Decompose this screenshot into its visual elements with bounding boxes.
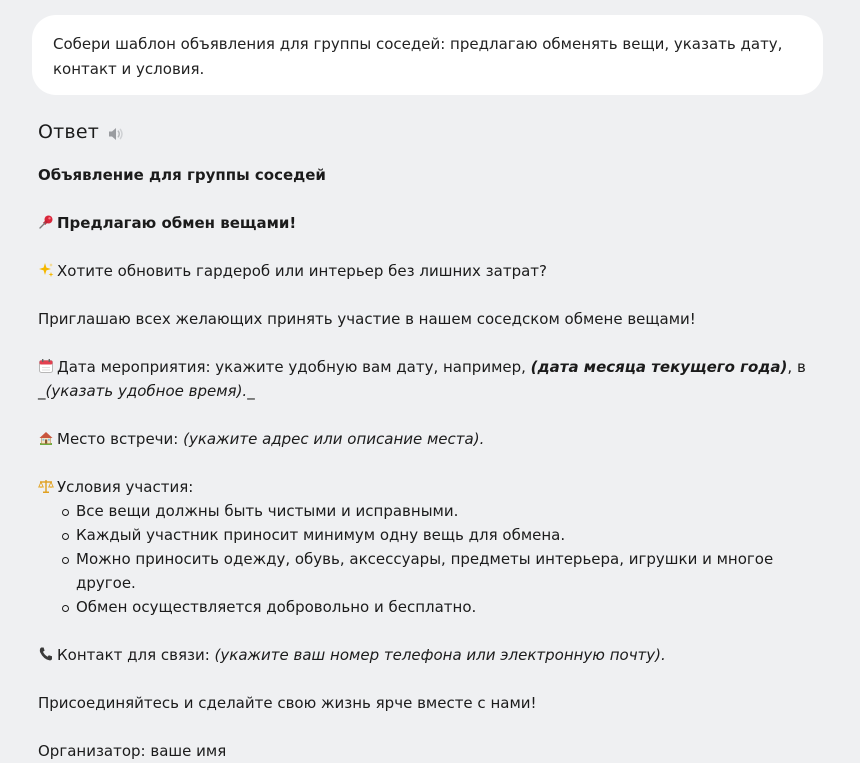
- time-underscore-trail: _: [247, 382, 255, 400]
- date-label: Дата мероприятия: укажите удобную вам дату, например,: [57, 358, 531, 376]
- date-line: [38, 355, 828, 403]
- calendar-icon: [38, 357, 54, 373]
- answer-title: Ответ: [38, 121, 99, 143]
- date-comma-in: , в: [787, 358, 806, 376]
- user-message-text: Собери шаблон объявления для группы соседей: предлагаю обменять вещи, указать дату, контакт и условия.: [53, 35, 783, 78]
- list-item: Каждый участник приносит минимум одну вещь для обмена.: [62, 523, 828, 547]
- answer-body: [38, 163, 828, 763]
- conditions-line: [38, 475, 828, 499]
- time-placeholder: (указать удобное время).: [45, 382, 248, 400]
- contact-placeholder: (укажите ваш номер телефона или электронную почту).: [214, 646, 666, 664]
- question-line: [38, 259, 828, 283]
- place-placeholder: (укажите адрес или описание места).: [183, 430, 485, 448]
- organizer-text: Организатор: ваше имя: [38, 742, 227, 760]
- conditions-list: [38, 499, 828, 619]
- headline-text: Предлагаю обмен вещами!: [57, 214, 297, 232]
- answer-header: [38, 121, 125, 143]
- house-icon: [38, 429, 54, 445]
- user-message-bubble: [32, 15, 823, 95]
- contact-line: [38, 643, 828, 667]
- place-line: [38, 427, 828, 451]
- place-label: Место встречи:: [57, 430, 184, 448]
- headline-line: [38, 211, 828, 235]
- scales-icon: [38, 477, 54, 493]
- pushpin-icon: [38, 213, 54, 229]
- closing-text: Присоединяйтесь и сделайте свою жизнь ярче вместе с нами!: [38, 694, 537, 712]
- time-underscore-lead: _: [38, 382, 46, 400]
- invite-text: Приглашаю всех желающих принять участие в нашем соседском обмене вещами!: [38, 310, 696, 328]
- sparkles-icon: [38, 261, 54, 277]
- list-item: Обмен осуществляется добровольно и бесплатно.: [62, 595, 828, 619]
- speaker-icon[interactable]: [107, 126, 125, 142]
- list-item: Все вещи должны быть чистыми и исправными.: [62, 499, 828, 523]
- date-placeholder: (дата месяца текущего года): [530, 358, 788, 376]
- telephone-icon: [38, 645, 54, 661]
- conditions-label: Условия участия:: [57, 478, 194, 496]
- list-item: Можно приносить одежду, обувь, аксессуары, предметы интерьера, игрушки и многое другое.: [62, 547, 828, 595]
- announcement-title: Объявление для группы соседей: [38, 166, 326, 184]
- question-text: Хотите обновить гардероб или интерьер без лишних затрат?: [57, 262, 547, 280]
- contact-label: Контакт для связи:: [57, 646, 215, 664]
